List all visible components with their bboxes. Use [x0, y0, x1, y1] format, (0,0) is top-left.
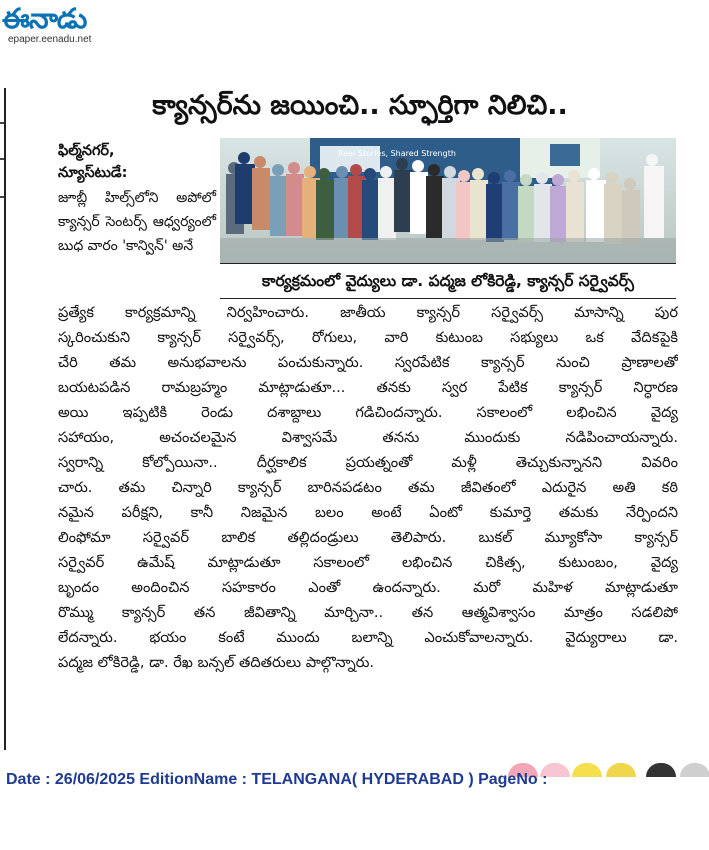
decor-dot	[646, 763, 676, 777]
byline-source: న్యూస్‌టుడే:	[58, 165, 128, 181]
group-photo-image	[220, 138, 676, 263]
body-line: పద్మజ లోకిరెడ్డి, డా. రేఖ బన్సల్ తదితరులు పాల్గొన్నారు.	[58, 654, 375, 671]
logo-wordmark: ఈనాడు	[2, 2, 87, 35]
decor-dot	[680, 763, 709, 777]
body-line: సర్వైవర్ ఉమేష్ మాట్లాడుతూ సకాలంలో లభించిన చికిత్స, కుటుంబం, వైద్య	[58, 554, 678, 571]
column-rule	[4, 88, 6, 750]
body-line: లింఫోమా సర్వైవర్ బాలిక తల్లిదండ్రులు తెలిపారు. బుకల్ మ్యూకోసా క్యాన్సర్	[58, 529, 678, 546]
body-line: సహాయం, అచంచలమైన విశ్వాసమే తనను ముందుకు నడిపించాయన్నారు.	[58, 429, 678, 446]
eenadu-logo[interactable]	[2, 2, 137, 50]
photo-banner-text: Real Stories, Shared Strength	[338, 149, 456, 158]
byline-place: ఫిల్మ్‌నగర్,	[58, 143, 115, 159]
edition-footer: Date : 26/06/2025 EditionName : TELANGANA( HYDERABAD ) PageNo :	[6, 771, 548, 788]
body-line: చారు. తమ చిన్నారి క్యాన్సర్ బారినపడటం తమ జీవితంలో ఎదురైన అతి కఠి	[58, 479, 678, 496]
photo-caption: కార్యక్రమంలో వైద్యులు డా. పద్మజ లోకిరెడ్డి, క్యాన్సర్ సర్వైవర్స్	[220, 263, 676, 299]
decor-dot	[606, 763, 636, 777]
body-line: ప్రత్యేక కార్యక్రమాన్ని నిర్వహించారు. జాతీయ క్యాన్సర్ సర్వైవర్స్ మాసాన్ని పుర	[58, 304, 678, 321]
article-headline: క్యాన్సర్‌ను జయించి.. స్ఫూర్తిగా నిలిచి..	[152, 90, 568, 121]
body-line: నమైన పరీక్షని, కానీ నిజమైన బలం అంటే ఏంటో కుమార్తె తమకు నేర్పిందని	[58, 504, 678, 521]
body-line: స్వరాన్ని కోల్పోయినా.. దీర్ఘకాలిక ప్రయత్నంతో మళ్లీ తెచ్చుకున్నానని వివరిం	[58, 454, 678, 471]
lead-paragraph: జూబ్లీ హిల్స్‌లోని అపోలో క్యాన్సర్ సెంటర్స్ ఆధ్వర్యంలో బుధ వారం 'కాన్విన్' అనే	[58, 190, 216, 254]
body-line: రొమ్ము క్యాన్సర్ తన జీవితాన్ని మార్చినా.. తన ఆత్మవిశ్వాసం మాత్రం సడలిపో	[58, 604, 678, 621]
margin-tick	[0, 158, 4, 160]
margin-tick	[0, 122, 4, 124]
site-url: epaper.eenadu.net	[8, 34, 92, 45]
event-photo	[220, 138, 676, 263]
body-line: బృందం అందించిన సహకారం ఎంతో ఉందన్నారు. మరో మహిళ మాట్లాడుతూ	[58, 579, 678, 596]
article-byline	[58, 140, 218, 184]
decor-dot	[572, 763, 602, 777]
body-line: బయటపడిన రామబ్రహ్మం మాట్లాడుతూ... తనకు స్వర పేటిక క్యాన్సర్ నిర్ధారణ	[58, 379, 678, 396]
body-line: స్కరించుకుని క్యాన్సర్ సర్వైవర్స్, రోగులు, వారి కుటుంబ సభ్యులు ఒక వేదికపైకి	[58, 329, 678, 346]
body-line: లేదన్నారు. భయం కంటే ముందు బలాన్ని ఎంచుకోవాలన్నారు. వైద్యురాలు డా.	[58, 629, 678, 646]
body-line: చేరి తమ అనుభవాలను పంచుకున్నారు. స్వరపేటిక క్యాన్సర్ నుంచి ప్రాణాలతో	[58, 354, 678, 371]
margin-tick	[0, 196, 4, 198]
article-body	[58, 300, 678, 675]
body-line: అయి ఇప్పటికి రెండు దశాబ్దాలు గడిచిందన్నారు. సకాలంలో లభించిన వైద్య	[58, 404, 678, 421]
